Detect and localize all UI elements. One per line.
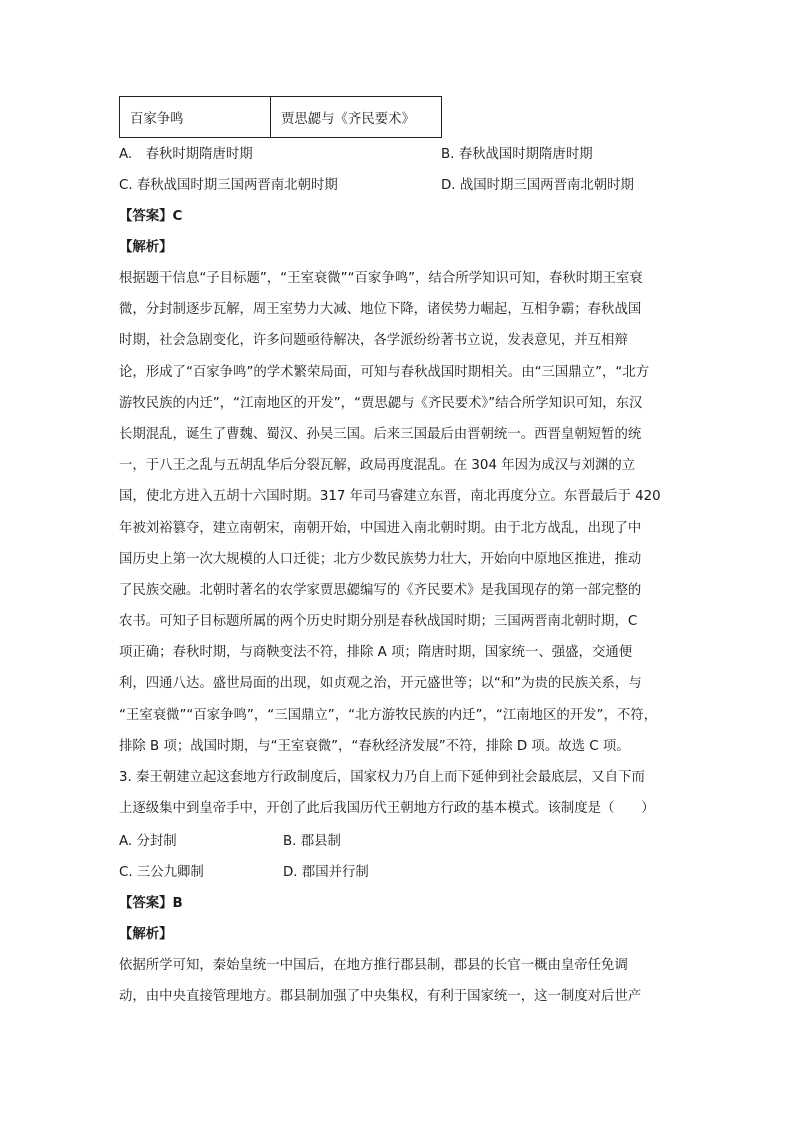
q2-analysis-heading: 【解析】 bbox=[119, 240, 173, 255]
text-line: 国历史上第一次大规模的人口迁徙；北方少数民族势力壮大，开始向中原地区推进，推动 bbox=[119, 551, 642, 567]
table-cell: 贾思勰与《齐民要术》 bbox=[271, 97, 442, 138]
q3-stem bbox=[119, 762, 679, 824]
text-line: 长期混乱，诞生了曹魏、蜀汉、孙吴三国。后来三国最后由晋朝统一。西晋皇朝短暂的统 bbox=[119, 426, 642, 442]
text-line: 农书。可知子目标题所属的两个历史时期分别是春秋战国时期；三国两晋南北朝时期，C bbox=[119, 614, 638, 630]
text-line: 国，使北方进入五胡十六国时期。317 年司马睿建立东晋，南北再度分立。东晋最后于 420 bbox=[119, 489, 661, 505]
text-line: 排除 B 项；战国时期，与“王室衰微”，“春秋经济发展”不符，排除 D 项。故选 C 项。 bbox=[119, 738, 630, 754]
text-line: 游牧民族的内迁”，“江南地区的开发”，“贾思勰与《齐民要术》”结合所学知识可知，东汉 bbox=[119, 395, 643, 411]
q2-option-c: C. 春秋战国时期三国两晋南北朝时期 bbox=[119, 178, 338, 193]
q3-option-c: C. 三公九卿制 bbox=[119, 865, 204, 880]
q2-option-b: B. 春秋战国时期隋唐时期 bbox=[441, 147, 593, 162]
text-line: 依据所学可知，秦始皇统一中国后，在地方推行郡县制，郡县的长官一概由皇帝任免调 bbox=[119, 958, 628, 973]
text-line: 了民族交融。北朝时著名的农学家贾思勰编写的《齐民要术》是我国现存的第一部完整的 bbox=[119, 582, 642, 598]
text-line: 动，由中央直接管理地方。郡县制加强了中央集权，有利于国家统一，这一制度对后世产 bbox=[119, 989, 642, 1005]
table-row bbox=[120, 97, 442, 138]
q3-option-a: A. 分封制 bbox=[119, 834, 177, 849]
q3-option-d: D. 郡国并行制 bbox=[283, 865, 369, 880]
text-line: “王室衰微”“百家争鸣”，“三国鼎立”，“北方游牧民族的内迁”，“江南地区的开发”，不符， bbox=[119, 707, 658, 723]
q2-option-d: D. 战国时期三国两晋南北朝时期 bbox=[441, 178, 634, 193]
text-line: 一，于八王之乱与五胡乱华后分裂瓦解，政局再度混乱。在 304 年因为成汉与刘渊的立 bbox=[119, 458, 636, 474]
q3-option-b: B. 郡县制 bbox=[283, 834, 341, 849]
q2-option-a: A. 春秋时期隋唐时期 bbox=[119, 147, 253, 162]
text-line: 根据题干信息“子目标题”，“王室衰微”“百家争鸣”，结合所学知识可知，春秋时期王室衰 bbox=[119, 271, 643, 286]
text-line: 利，四通八达。盛世局面的出现，如贞观之治，开元盛世等；以“和”为贵的民族关系，与 bbox=[119, 676, 642, 692]
reference-table bbox=[119, 96, 442, 138]
text-line: 3. 秦王朝建立起这套地方行政制度后，国家权力乃自上而下延伸到社会最底层，又自下而 bbox=[119, 770, 645, 785]
q3-analysis-heading: 【解析】 bbox=[119, 927, 173, 942]
text-line: 论，形成了“百家争鸣”的学术繁荣局面，可知与春秋战国时期相关。由“三国鼎立”，“北方 bbox=[119, 364, 650, 380]
q2-analysis-text bbox=[119, 263, 679, 762]
table-cell: 百家争鸣 bbox=[120, 97, 271, 138]
text-line: 微，分封制逐步瓦解，周王室势力大减、地位下降，诸侯势力崛起，互相争霸；春秋战国 bbox=[119, 302, 642, 318]
text-line: 年被刘裕篡夺，建立南朝宋，南朝开始，中国进入南北朝时期。由于北方战乱，出现了中 bbox=[119, 520, 642, 536]
text-line: 上逐级集中到皇帝手中，开创了此后我国历代王朝地方行政的基本模式。该制度是（ ） bbox=[119, 801, 655, 817]
q3-answer: 【答案】B bbox=[119, 896, 183, 911]
text-line: 项正确；春秋时期，与商鞅变法不符，排除 A 项；隋唐时期，国家统一、强盛，交通便 bbox=[119, 645, 633, 661]
q3-analysis-text bbox=[119, 950, 679, 1012]
q2-answer: 【答案】C bbox=[119, 209, 183, 224]
text-line: 时期，社会急剧变化，许多问题亟待解决，各学派纷纷著书立说，发表意见，并互相辩 bbox=[119, 333, 628, 349]
